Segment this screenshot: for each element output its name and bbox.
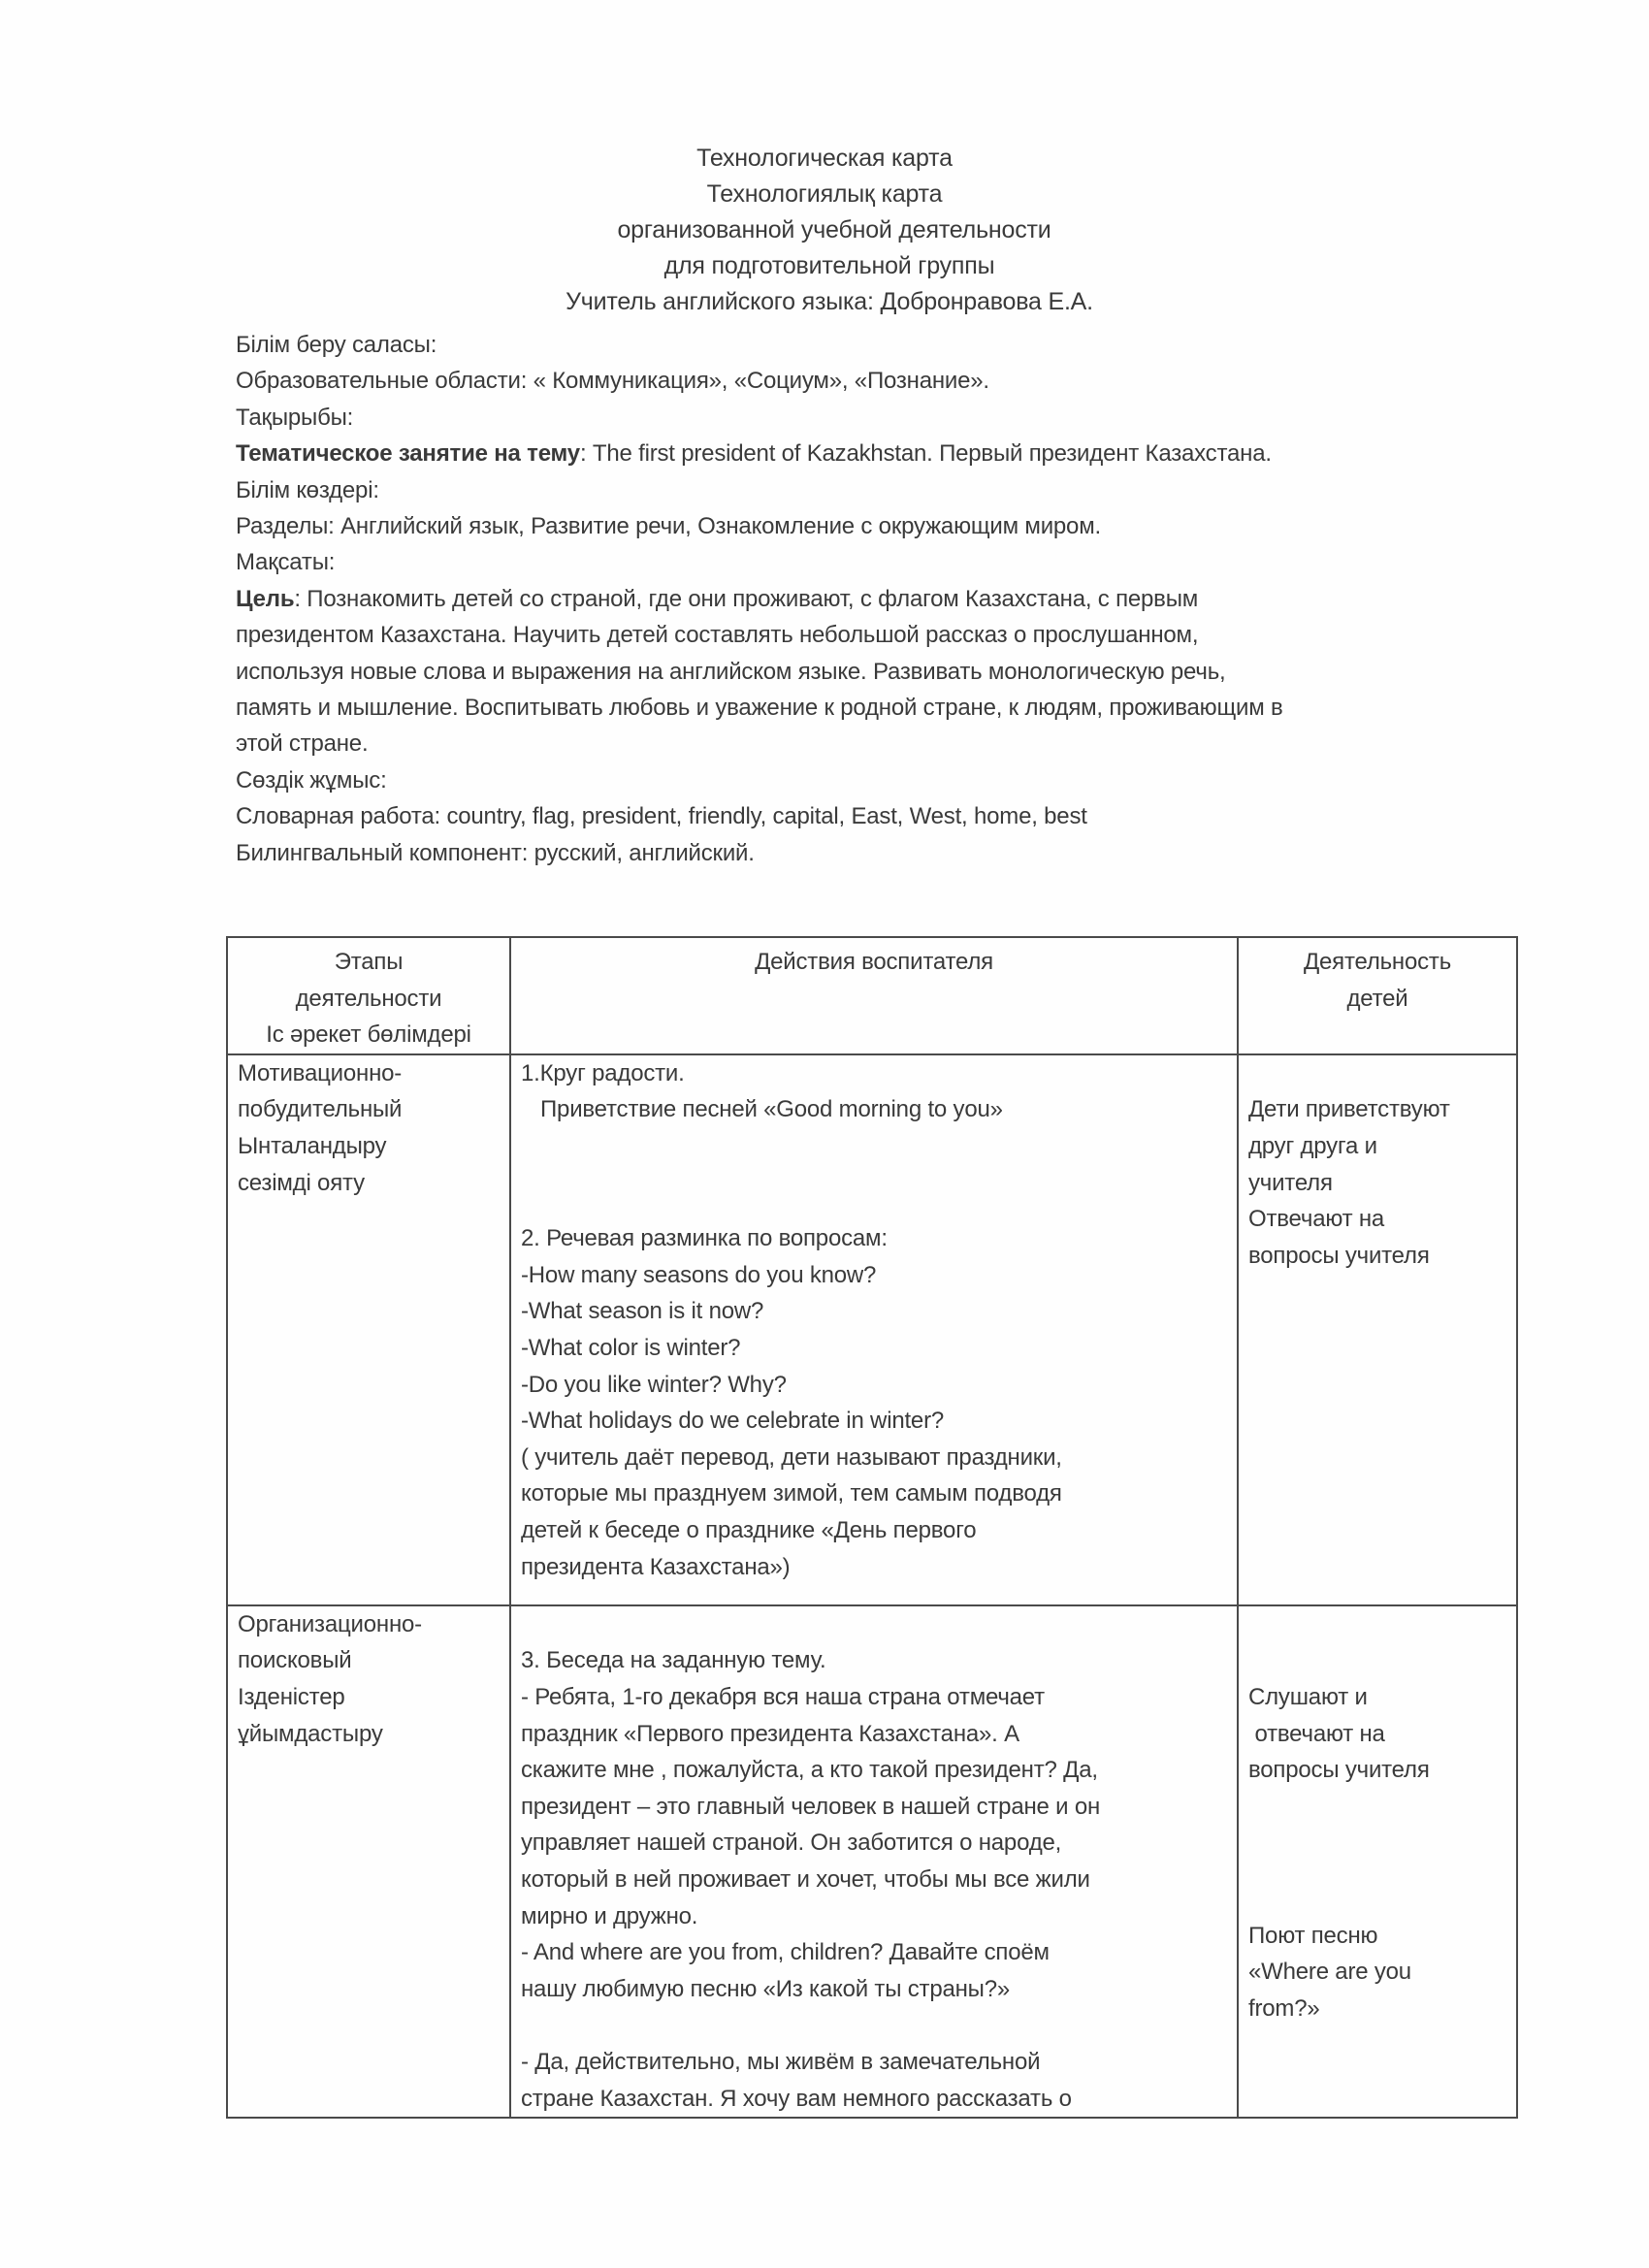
title-line-teacher: Учитель английского языка: Добронравова Е.А. bbox=[566, 288, 1093, 315]
vocab-kz-label: Сөздік жұмыс: bbox=[236, 766, 387, 794]
children-text: вопросы учителя bbox=[1248, 1757, 1430, 1784]
teacher-actions-cell bbox=[510, 1054, 1238, 1605]
topic-label: Тематическое занятие на тему bbox=[236, 440, 580, 468]
children-text: «Where are you bbox=[1248, 1959, 1411, 1986]
stage-text: побудительный bbox=[238, 1096, 403, 1123]
action-text: -What holidays do we celebrate in winter? bbox=[521, 1408, 945, 1435]
action-text: 3. Беседа на заданную тему. bbox=[521, 1647, 826, 1674]
education-area-kz-label: Білім беру саласы: bbox=[236, 332, 437, 358]
table-header-row bbox=[227, 937, 1517, 1054]
goals-kz-label: Мақсаты: bbox=[236, 549, 336, 576]
topic-value: : The first president of Kazakhstan. Первый президент Казахстана. bbox=[579, 440, 1272, 468]
lesson-plan-table bbox=[226, 936, 1518, 2119]
table-row bbox=[227, 1054, 1517, 1605]
action-text: -What season is it now? bbox=[521, 1298, 764, 1325]
vocabulary-work: Словарная работа: country, flag, president, friendly, capital, East, West, home, best bbox=[236, 803, 1087, 830]
children-text: друг друга и bbox=[1248, 1132, 1377, 1159]
action-text: - Ребята, 1-го декабря вся наша страна отмечает bbox=[521, 1683, 1045, 1710]
lesson-topic bbox=[236, 436, 1526, 471]
action-text: -What color is winter? bbox=[521, 1334, 741, 1361]
topic-kz-label: Тақырыбы: bbox=[236, 404, 354, 431]
document-title-block bbox=[0, 141, 1649, 320]
header-text: деятельности bbox=[295, 985, 442, 1012]
stage-text: Мотивационно- bbox=[238, 1059, 403, 1086]
action-text: нашу любимую песню «Из какой ты страны?» bbox=[521, 1975, 1011, 2002]
action-text: которые мы празднуем зимой, тем самым подводя bbox=[521, 1480, 1062, 1507]
children-text: вопросы учителя bbox=[1248, 1242, 1430, 1269]
action-text: президент – это главный человек в нашей стране и он bbox=[521, 1793, 1101, 1820]
stage-text: Ынталандыру bbox=[238, 1132, 387, 1159]
stage-text: поисковый bbox=[238, 1647, 352, 1674]
title-line-subtitle: организованной учебной деятельности bbox=[617, 216, 1051, 243]
lesson-sections: Разделы: Английский язык, Развитие речи, Ознакомление с окружающим миром. bbox=[236, 513, 1101, 540]
bilingual-component: Билингвальный компонент: русский, английский. bbox=[236, 839, 755, 866]
header-text: Деятельность bbox=[1303, 949, 1452, 975]
children-activity-cell bbox=[1238, 1054, 1517, 1605]
children-text: from?» bbox=[1248, 1994, 1320, 2022]
action-text: праздник «Первого президента Казахстана». А bbox=[521, 1720, 1019, 1747]
goal-label: Цель bbox=[236, 585, 295, 612]
children-text: Слушают и bbox=[1248, 1683, 1368, 1710]
goal-line: президентом Казахстана. Научить детей составлять небольшой рассказ о прослушанном, bbox=[236, 622, 1199, 649]
action-text: стране Казахстан. Я хочу вам немного рассказать о bbox=[521, 2085, 1072, 2112]
action-text: президента Казахстана») bbox=[521, 1553, 791, 1580]
title-line-ru: Технологическая карта bbox=[696, 145, 953, 172]
children-text: Дети приветствуют bbox=[1248, 1096, 1450, 1123]
header-text: Этапы bbox=[334, 949, 404, 975]
stage-text: Ізденістер bbox=[238, 1683, 345, 1710]
header-text: Действия воспитателя bbox=[755, 949, 993, 975]
title-line-kz: Технологиялық карта bbox=[706, 180, 943, 208]
children-text: Отвечают на bbox=[1248, 1206, 1385, 1233]
table-row bbox=[227, 1605, 1517, 2118]
action-text: детей к беседе о празднике «День первого bbox=[521, 1516, 977, 1543]
teacher-actions-cell bbox=[510, 1605, 1238, 2118]
header-text: детей bbox=[1346, 985, 1408, 1012]
goal-line: память и мышление. Воспитывать любовь и уважение к родной стране, к людям, проживающим в bbox=[236, 695, 1283, 722]
action-text: - And where are you from, children? Давайте споём bbox=[521, 1939, 1050, 1966]
title-line-group: для подготовительной группы bbox=[663, 252, 995, 279]
action-text: скажите мне , пожалуйста, а кто такой президент? Да, bbox=[521, 1757, 1098, 1784]
header-stages bbox=[227, 937, 510, 1054]
action-text: управляет нашей страной. Он заботится о народе, bbox=[521, 1830, 1062, 1857]
action-text: Приветствие песней «Good morning to you» bbox=[540, 1096, 1003, 1123]
header-text: Іс әрекет бөлімдері bbox=[266, 1021, 471, 1049]
action-text: который в ней проживает и хочет, чтобы мы все жили bbox=[521, 1865, 1090, 1893]
action-text: 1.Круг радости. bbox=[521, 1059, 685, 1086]
lesson-goal bbox=[236, 581, 1526, 617]
children-text: отвечают на bbox=[1248, 1720, 1385, 1747]
action-text: ( учитель даёт перевод, дети называют праздники, bbox=[521, 1443, 1062, 1471]
lesson-metadata bbox=[236, 327, 1526, 871]
education-areas: Образовательные области: « Коммуникация», «Социум», «Познание». bbox=[236, 368, 989, 395]
goal-line: : Познакомить детей со страной, где они проживают, с флагом Казахстана, с первым bbox=[294, 585, 1199, 612]
goal-line: используя новые слова и выражения на английском языке. Развивать монологическую речь, bbox=[236, 658, 1226, 685]
header-children-activity bbox=[1238, 937, 1517, 1054]
stage-text: сезімді ояту bbox=[238, 1169, 365, 1196]
stage-cell bbox=[227, 1054, 510, 1605]
action-text: мирно и дружно. bbox=[521, 1902, 698, 1929]
action-text: - Да, действительно, мы живём в замечательной bbox=[521, 2048, 1041, 2075]
stage-cell bbox=[227, 1605, 510, 2118]
stage-text: Организационно- bbox=[238, 1610, 422, 1637]
children-text: Поют песню bbox=[1248, 1922, 1378, 1949]
action-text: 2. Речевая разминка по вопросам: bbox=[521, 1225, 888, 1252]
stage-text: ұйымдастыру bbox=[238, 1720, 383, 1747]
sources-kz-label: Білім көздері: bbox=[236, 476, 379, 503]
action-text: -Do you like winter? Why? bbox=[521, 1371, 787, 1398]
children-text: учителя bbox=[1248, 1169, 1333, 1196]
children-activity-cell bbox=[1238, 1605, 1517, 2118]
header-teacher-actions bbox=[510, 937, 1238, 1054]
goal-line: этой стране. bbox=[236, 730, 369, 758]
action-text: -How many seasons do you know? bbox=[521, 1261, 877, 1288]
